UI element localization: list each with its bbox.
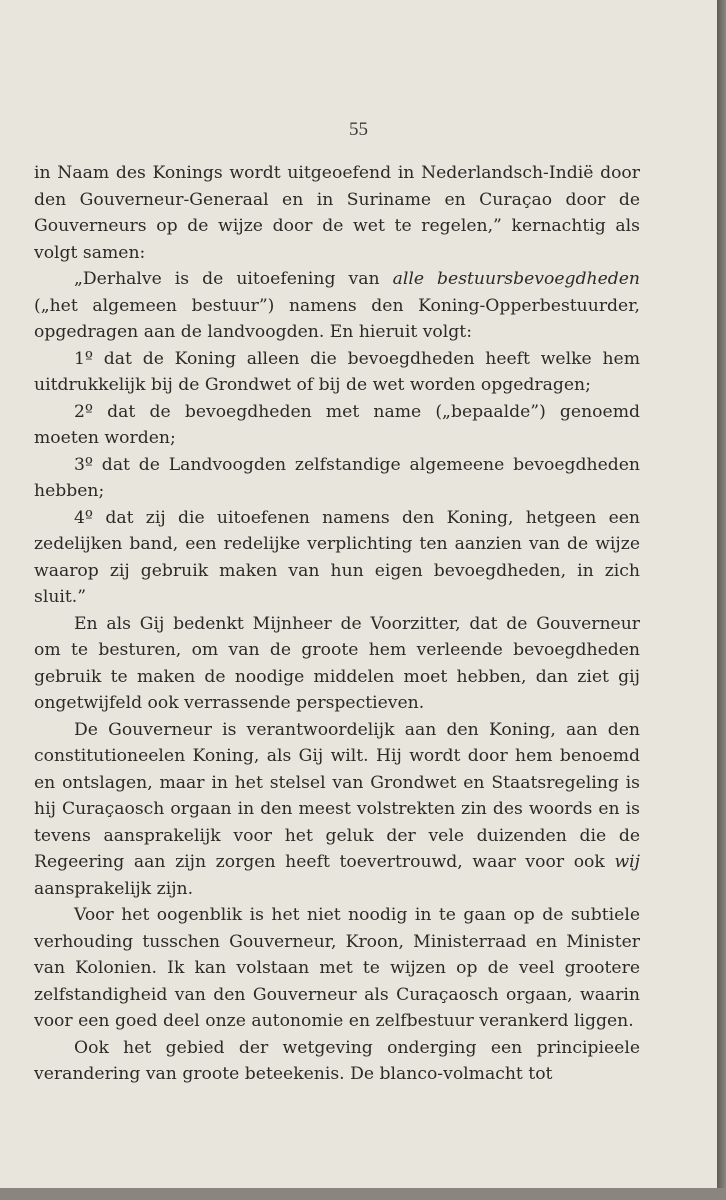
list-item-4: 4º dat zij die uitoefenen namens den Koning, hetgeen een zedelijken band, een redelijke verplichting ten aanzien van de wijze waarop zij gebruik maken van hun eigen bevoegdheden, in zich sluit.” (34, 507, 640, 607)
page-number: 55 (349, 119, 368, 140)
emphasis-text: alle bestuursbevoegdheden (392, 269, 640, 289)
page-edge (717, 0, 726, 1200)
paragraph-1: in Naam des Konings wordt uitgeoefend in Nederlandsch-Indië door den Gouverneur-Generaal en in Suriname en Curaçao door de Gouverneurs op de wijze door de wet te regelen,” kernachtig als volgt samen: (34, 163, 640, 263)
paragraph-6: Ook het gebied der wetgeving onderging een principieele verandering van groote beteekenis. De blanco-volmacht tot (34, 1037, 640, 1084)
body-text (34, 160, 640, 1088)
list-item-2: 2º dat de bevoegdheden met name („bepaalde”) genoemd moeten worden; (34, 401, 640, 448)
emphasis-text: wij (614, 852, 640, 872)
page-bottom-edge (0, 1188, 726, 1200)
list-item-1: 1º dat de Koning alleen die bevoegdheden heeft welke hem uitdrukkelijk bij de Grondwet of bij de wet worden opgedragen; (34, 348, 640, 395)
paragraph-2: „Derhalve is de uitoefening van alle bestuursbevoegdheden („het algemeen bestuur”) namens den Koning-Opperbestuurder, opgedragen aan de landvoogden. En hieruit volgt: (34, 269, 640, 342)
paragraph-5: Voor het oogenblik is het niet noodig in te gaan op de subtiele verhouding tusschen Gouverneur, Kroon, Ministerraad en Minister van Kolonien. Ik kan volstaan met te wijzen op de veel grootere zelfstandigheid van den Gouverneur als Curaçaosch orgaan, waarin voor een goed deel onze autonomie en zelfbestuur verankerd liggen. (34, 905, 640, 1031)
list-item-3: 3º dat de Landvoogden zelfstandige algemeene bevoegdheden hebben; (34, 454, 640, 501)
paragraph-4: De Gouverneur is verantwoordelijk aan den Koning, aan den constitutioneelen Koning, als Gij wilt. Hij wordt door hem benoemd en ontslagen, maar in het stelsel van Grondwet en Staatsregeling is hij Curaçaosch orgaan in den meest volstrekten zin des woords en is tevens aansprakelijk voor het geluk der vele duizenden die de Regeering aan zijn zorgen heeft toevertrouwd, waar voor ook wij aansprakelijk zijn. (34, 719, 640, 899)
paragraph-3: En als Gij bedenkt Mijnheer de Voorzitter, dat de Gouverneur om te besturen, om van de groote hem verleende bevoegdheden gebruik te maken de noodige middelen moet hebben, dan ziet gij ongetwijfeld ook verrassende perspectieven. (34, 613, 640, 713)
